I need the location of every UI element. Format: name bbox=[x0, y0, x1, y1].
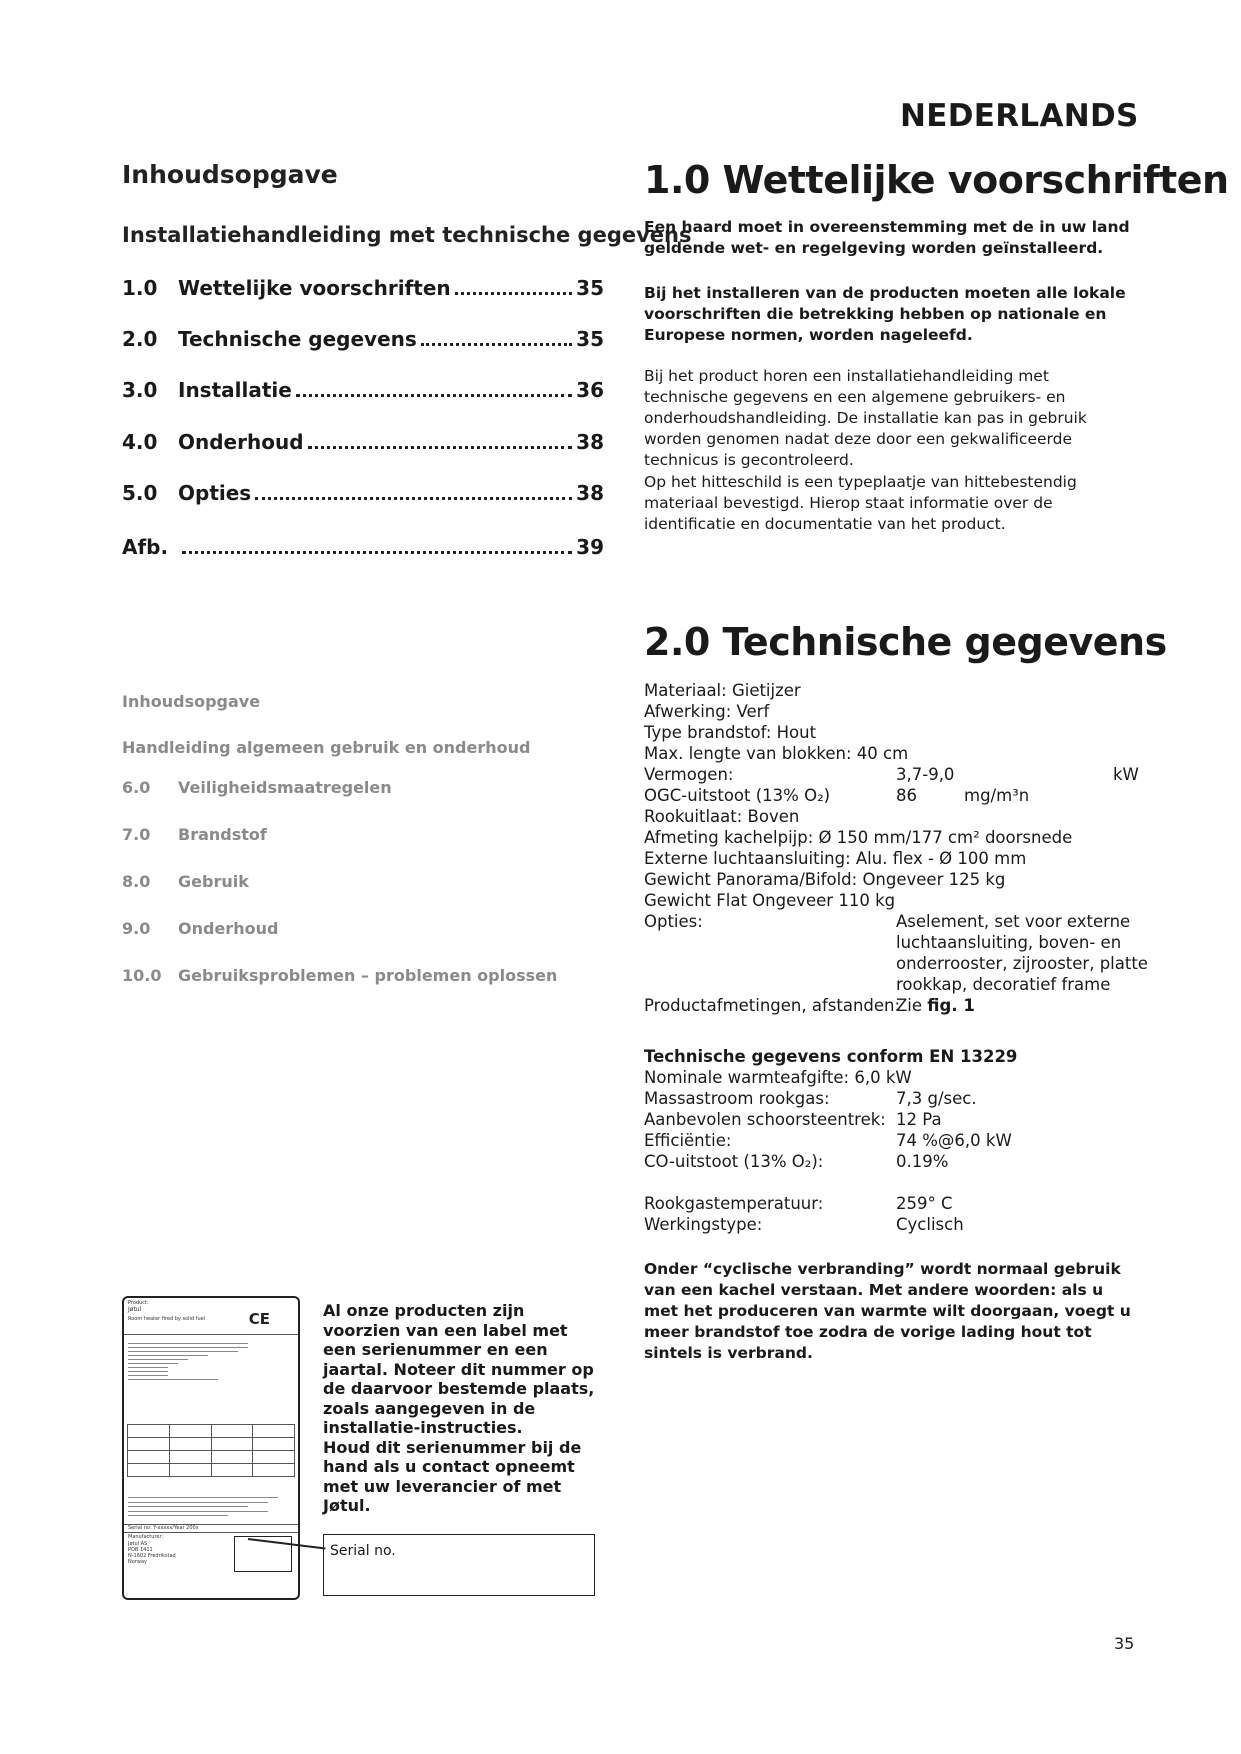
toc2-item-number: 10.0 bbox=[122, 966, 162, 985]
section2-heading: 2.0 Technische gegevens bbox=[644, 620, 1167, 664]
plate-instructions bbox=[128, 1494, 288, 1516]
section1-paragraph-1: Een haard moet in overeenstemming met de in uw land geldende wet- en regelgeving worden geïnstalleerd. bbox=[644, 218, 1130, 257]
serial-text-2: Houd dit serienummer bij de hand als u contact opneemt met uw leverancier of met Jøtul. bbox=[323, 1437, 582, 1515]
plate-standard-lines bbox=[128, 1340, 288, 1380]
cyclic-note: Onder “cyclische verbranding” wordt normaal gebruik van een kachel verstaan. Met andere woorden: als u met het produceren van warmte wilt doorgaan, voegt u meer brandstof toe zodra de vorige lading hout tot sintels is verbrand. bbox=[644, 1260, 1131, 1362]
spec-label: Gewicht Panorama/Bifold: Ongeveer 125 kg bbox=[644, 870, 1006, 889]
serial-text-1: Al onze producten zijn voorzien van een label met een serienummer en een jaartal. Noteer dit nummer op de daarvoor bestemde plaats, zoals aangegeven in de installatie-instructies. bbox=[323, 1301, 595, 1437]
spec-label: Materiaal: Gietijzer bbox=[644, 681, 801, 700]
serial-box-label: Serial no. bbox=[330, 1543, 396, 1559]
toc2-item[interactable] bbox=[122, 919, 278, 938]
spec-value: 0.19% bbox=[896, 1152, 949, 1171]
spec-value: 259° C bbox=[896, 1194, 953, 1213]
spec-value: Aselement, set voor externe luchtaansluiting, boven- en onderrooster, zijrooster, platte rookkap, decoratief frame bbox=[896, 912, 1148, 994]
toc-item[interactable] bbox=[122, 430, 604, 454]
toc-item-page: 38 bbox=[576, 430, 604, 454]
toc2-item[interactable] bbox=[122, 966, 557, 985]
language-heading: NEDERLANDS bbox=[900, 98, 1139, 134]
toc-item-label: Opties bbox=[178, 481, 252, 505]
plate-room-heater: Room heater fired by solid fuel bbox=[128, 1316, 206, 1322]
plate-manufacturer: Manufacturer: bbox=[128, 1534, 164, 1540]
toc-item-label: Onderhoud bbox=[178, 430, 304, 454]
toc-subtitle: Installatiehandleiding met technische gegevens bbox=[122, 223, 692, 247]
spec-label: OGC-uitstoot (13% O₂) bbox=[644, 786, 831, 805]
spec-label: Aanbevolen schoorsteentrek: bbox=[644, 1110, 886, 1129]
spec-row bbox=[644, 1088, 1164, 1109]
toc-item-page: 39 bbox=[576, 535, 604, 559]
toc-item-page: 35 bbox=[576, 276, 604, 300]
spec-value: Cyclisch bbox=[896, 1215, 964, 1234]
spec-row bbox=[644, 869, 1164, 890]
spec-label: Vermogen: bbox=[644, 765, 734, 784]
spec-label: Max. lengte van blokken: 40 cm bbox=[644, 744, 909, 763]
spec-row bbox=[644, 827, 1164, 848]
spec-label: Gewicht Flat Ongeveer 110 kg bbox=[644, 891, 896, 910]
figure-link[interactable]: fig. 1 bbox=[927, 996, 975, 1015]
toc-item[interactable] bbox=[122, 276, 604, 300]
spec-label: Efficiëntie: bbox=[644, 1131, 732, 1150]
toc2-item[interactable] bbox=[122, 825, 267, 844]
spec-row-options bbox=[644, 911, 1164, 995]
plate-product: Product: bbox=[128, 1300, 149, 1306]
spec-row bbox=[644, 764, 1164, 785]
toc-item-number: Afb. bbox=[122, 535, 169, 559]
spec-value: 3,7-9,0 bbox=[896, 765, 955, 784]
toc-item-page: 38 bbox=[576, 481, 604, 505]
toc-item-number: 4.0 bbox=[122, 430, 158, 454]
spec-label: Werkingstype: bbox=[644, 1215, 763, 1234]
toc-item[interactable] bbox=[122, 535, 604, 559]
spec-row bbox=[644, 1109, 1164, 1130]
spec-row bbox=[644, 722, 1164, 743]
toc2-item-number: 9.0 bbox=[122, 919, 151, 938]
toc2-subtitle: Handleiding algemeen gebruik en onderhoud bbox=[122, 738, 531, 757]
spec-row bbox=[644, 995, 1164, 1016]
spec-row bbox=[644, 1193, 1164, 1214]
toc-leader bbox=[296, 394, 572, 397]
spec-label: Massastroom rookgas: bbox=[644, 1089, 830, 1108]
toc-leader bbox=[308, 446, 573, 449]
toc2-title: Inhoudsopgave bbox=[122, 692, 261, 711]
toc-leader bbox=[182, 551, 572, 554]
ce-mark: CE bbox=[248, 1310, 270, 1328]
spec-row bbox=[644, 1151, 1164, 1172]
toc-item-page: 35 bbox=[576, 327, 604, 351]
spec-row bbox=[644, 743, 1164, 764]
spec-label: Productafmetingen, afstanden: bbox=[644, 996, 901, 1015]
en-spec-list bbox=[644, 1046, 1164, 1235]
toc2-item[interactable] bbox=[122, 872, 249, 891]
spec-value: 86 bbox=[896, 786, 917, 805]
section1-paragraph-2: Bij het installeren van de producten moeten alle lokale voorschriften die betrekking hebben op nationale en Europese normen, worden nageleefd. bbox=[644, 284, 1126, 344]
toc-title: Inhoudsopgave bbox=[122, 160, 338, 189]
spec-value: 74 %@6,0 kW bbox=[896, 1131, 1012, 1150]
toc2-item[interactable] bbox=[122, 778, 392, 797]
spec-unit: kW bbox=[1113, 765, 1139, 784]
type-plate-illustration bbox=[122, 1296, 300, 1600]
spec-label: Externe luchtaansluiting: Alu. flex - Ø 100 mm bbox=[644, 849, 1027, 868]
toc-leader bbox=[455, 292, 573, 295]
toc-item[interactable] bbox=[122, 378, 604, 402]
spec-row bbox=[644, 1130, 1164, 1151]
spec-value-text: Zie bbox=[896, 996, 923, 1015]
toc-leader bbox=[255, 497, 572, 500]
toc-item[interactable] bbox=[122, 481, 604, 505]
toc-item-label: Installatie bbox=[178, 378, 292, 402]
toc2-item-label: Brandstof bbox=[178, 825, 267, 844]
spec-row bbox=[644, 785, 1164, 806]
plate-address-4: Norway bbox=[128, 1559, 147, 1565]
spec-label: Rookgastemperatuur: bbox=[644, 1194, 824, 1213]
spec-label: Afwerking: Verf bbox=[644, 702, 770, 721]
toc2-item-label: Gebruik bbox=[178, 872, 249, 891]
spec-row bbox=[644, 848, 1164, 869]
spacer bbox=[644, 1172, 1164, 1193]
toc-item-number: 2.0 bbox=[122, 327, 158, 351]
spec-value bbox=[896, 995, 975, 1016]
toc2-item-number: 8.0 bbox=[122, 872, 151, 891]
page-number: 35 bbox=[1114, 1634, 1135, 1653]
toc-item[interactable] bbox=[122, 327, 604, 351]
spec-label: Opties: bbox=[644, 912, 703, 931]
toc-leader bbox=[421, 343, 572, 346]
toc-item-page: 36 bbox=[576, 378, 604, 402]
toc2-item-number: 7.0 bbox=[122, 825, 151, 844]
toc2-item-label: Onderhoud bbox=[178, 919, 279, 938]
spec-label: Nominale warmteafgifte: 6,0 kW bbox=[644, 1068, 912, 1087]
plate-approval-table bbox=[127, 1424, 295, 1486]
section1-heading: 1.0 Wettelijke voorschriften bbox=[644, 158, 1229, 202]
toc-item-label: Technische gegevens bbox=[178, 327, 417, 351]
spec-value: 12 Pa bbox=[896, 1110, 942, 1129]
en-heading: Technische gegevens conform EN 13229 bbox=[644, 1047, 1018, 1066]
spec-row bbox=[644, 680, 1164, 701]
spec-label: Rookuitlaat: Boven bbox=[644, 807, 800, 826]
spec-row bbox=[644, 701, 1164, 722]
toc2-item-number: 6.0 bbox=[122, 778, 151, 797]
spec-row bbox=[644, 806, 1164, 827]
serial-number-box[interactable] bbox=[323, 1534, 595, 1596]
section1-paragraph-3: Bij het product horen een installatiehandleiding met technische gegevens en een algemene gebruikers- en onderhoudshandleiding. De installatie kan pas in gebruik worden genomen nadat deze door een gekwalificeerde technicus is gecontroleerd. bbox=[644, 367, 1087, 469]
spec-label: Type brandstof: Hout bbox=[644, 723, 817, 742]
spec-list bbox=[644, 680, 1164, 1016]
toc-item-label: Wettelijke voorschriften bbox=[178, 276, 451, 300]
spec-unit: mg/m³n bbox=[964, 786, 1030, 805]
plate-address-1: Jøtul AS bbox=[128, 1541, 148, 1547]
plate-address-3: N-1602 Fredrikstad bbox=[128, 1553, 176, 1559]
section1-paragraph-4: Op het hitteschild is een typeplaatje van hittebestendig materiaal bevestigd. Hierop staat informatie over de identificatie en documentatie van het product. bbox=[644, 473, 1077, 533]
toc2-item-label: Veiligheidsmaatregelen bbox=[178, 778, 392, 797]
toc-item-number: 3.0 bbox=[122, 378, 158, 402]
spec-row bbox=[644, 1214, 1164, 1235]
spec-row bbox=[644, 890, 1164, 911]
serial-instructions bbox=[323, 1301, 601, 1516]
plate-address-2: POB 1411 bbox=[128, 1547, 153, 1553]
spec-label: CO-uitstoot (13% O₂): bbox=[644, 1152, 824, 1171]
toc2-item-label: Gebruiksproblemen – problemen oplossen bbox=[178, 966, 558, 985]
spec-label: Afmeting kachelpijp: Ø 150 mm/177 cm² doorsnede bbox=[644, 828, 1073, 847]
spec-row bbox=[644, 1067, 1164, 1088]
plate-serial: Serial no: Y-xxxxx/Year 200x bbox=[128, 1525, 199, 1531]
toc-item-number: 5.0 bbox=[122, 481, 158, 505]
toc-item-number: 1.0 bbox=[122, 276, 158, 300]
spec-value: 7,3 g/sec. bbox=[896, 1089, 977, 1108]
plate-brand: Jøtul bbox=[128, 1306, 142, 1313]
